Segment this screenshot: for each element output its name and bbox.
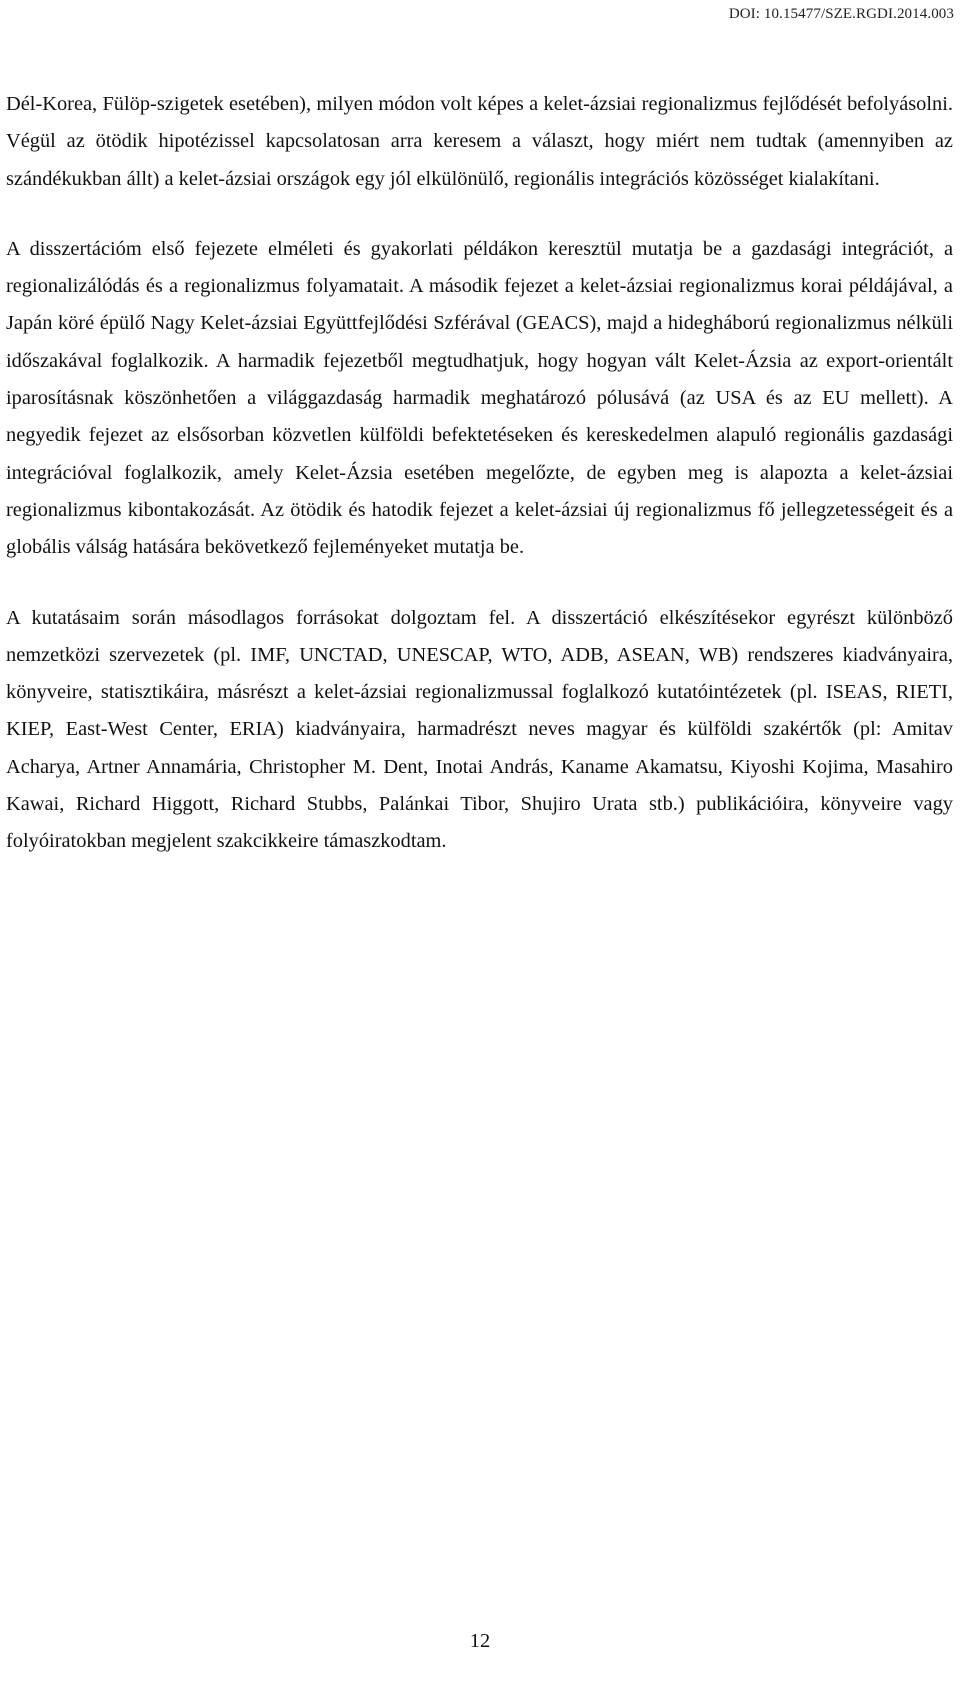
page-number: 12 (469, 1630, 491, 1652)
paragraph-hypothesis: Dél-Korea, Fülöp-szigetek esetében), milyen módon volt képes a kelet-ázsiai regionalizmus fejlődését befolyásolni. Végül az ötödik hipotézissel kapcsolatosan arra keresem a választ, hogy miért nem tudtak (amennyiben az szándékukban állt) a kelet-ázsiai országok egy jól elkülönülő, regionális integrációs közösséget kialakítani. (6, 93, 953, 190)
paragraph-sources: A kutatásaim során másodlagos forrásokat dolgoztam fel. A disszertáció elkészítésekor egyrészt különböző nemzetközi szervezetek (pl. IMF, UNCTAD, UNESCAP, WTO, ADB, ASEAN, WB) rendszeres kiadványaira, könyveire, statisztikáira, másrészt a kelet-ázsiai regionalizmussal foglalkozó kutatóintézetek (pl. ISEAS, RIETI, KIEP, East-West Center, ERIA) kiadványaira, harmadrészt neves magyar és külföldi szakértők (pl: Amitav Acharya, Artner Annamária, Christopher M. Dent, Inotai András, Kaname Akamatsu, Kiyoshi Kojima, Masahiro Kawai, Richard Higgott, Richard Stubbs, Palánkai Tibor, Shujiro Urata stb.) publikációira, könyveire vagy folyóiratokban megjelent szakcikkeire támaszkodtam. (6, 606, 953, 853)
document-body (6, 86, 953, 861)
doi-header: DOI: 10.15477/SZE.RGDI.2014.003 (728, 6, 954, 22)
paragraph-chapters: A disszertációm első fejezete elméleti és gyakorlati példákon keresztül mutatja be a gazdasági integrációt, a regionalizálódás és a regionalizmus folyamatait. A második fejezet a kelet-ázsiai regionalizmus korai példájával, a Japán köré épülő Nagy Kelet-ázsiai Együttfejlődési Szférával (GEACS), majd a hidegháború regionalizmus nélküli időszakával foglalkozik. A harmadik fejezetből megtudhatjuk, hogy hogyan vált Kelet-Ázsia az export-orientált iparosításnak köszönhetően a világgazdaság harmadik meghatározó pólusává (az USA és az EU mellett). A negyedik fejezet az elsősorban közvetlen külföldi befektetéseken és kereskedelmen alapuló regionális gazdasági integrációval foglalkozik, amely Kelet-Ázsia esetében megelőzte, de egyben meg is alapozta a kelet-ázsiai regionalizmus kibontakozását. Az ötödik és hatodik fejezet a kelet-ázsiai új regionalizmus fő jellegzetességeit és a globális válság hatására bekövetkező fejleményeket mutatja be. (6, 237, 953, 559)
